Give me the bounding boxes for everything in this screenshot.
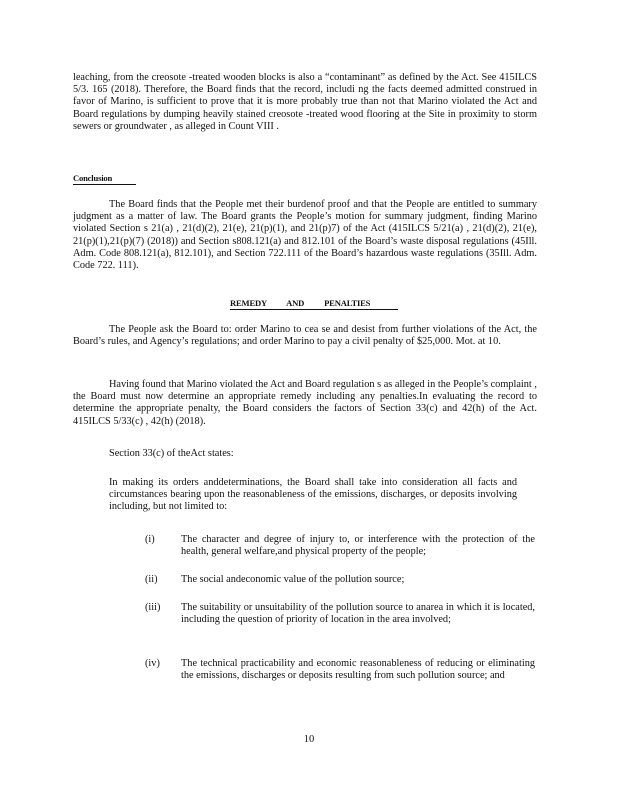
list-item-number: (i) [145, 534, 155, 545]
list-item-number: (ii) [145, 574, 158, 585]
list-item-text: The social andeconomic value of the pollution source; [181, 574, 405, 585]
paragraph-having-found: Having found that Marino violated the Act and Board regulation s as alleged in the People’s complaint , the Board must now determine an appropriate remedy including any penalties.In evaluating the record to determine the appropriate penalty, the Board considers the factors of Section 33(c) and 42(h) of the Act. 415ILCS 5/33(c) , 42(h) (2018). [73, 379, 537, 427]
list-item-text: The suitability or unsuitability of the pollution source to anarea in which it is located, including the question of priority of location in the area involved; [181, 602, 535, 626]
block-quote: In making its orders anddeterminations, the Board shall take into consideration all facts and circumstances bearing upon the reasonableness of the emissions, discharges, or deposits involving including, but not limited to: [109, 477, 517, 513]
paragraph-people-ask: The People ask the Board to: order Marino to cea se and desist from further violations of the Act, the Board’s rules, and Agency’s regulations; and order Marino to pay a civil penalty of $25,000. Mot. at 10. [73, 324, 537, 348]
list-item-number: (iv) [145, 658, 160, 669]
list-item-number: (iii) [145, 602, 161, 613]
page-number: 10 [303, 734, 315, 745]
list-item-text: The technical practicability and economic reasonableness of reducing or eliminating the emissions, discharges or deposits resulting from such pollution source; and [181, 658, 535, 682]
paragraph-section-33c: Section 33(c) of theAct states: [109, 448, 234, 459]
remedy-heading: REMEDY AND PENALTIES [230, 297, 398, 310]
paragraph-conclusion: The Board finds that the People met their burdenof proof and that the People are entitled to summary judgment as a matter of law. The Board grants the People’s motion for summary judgment, finding Marino violated Section s 21(a) , 21(d)(2), 21(e), 21(p)(1), and 21(p)7) of the Act (415ILCS 5/21(a) , 21(d)(2), 21(e), 21(p)(1),21(p)(7) (2018)) and Section s808.121(a) and 812.101 of the Board’s waste disposal regulations (45Ill. Adm. Code 808.121(a), 812.101), and Section 722.111 of the Board’s hazardous waste regulations (35Ill. Adm. Code 722. 111). [73, 199, 537, 272]
paragraph-leaching: leaching, from the creosote -treated wooden blocks is also a “contaminant” as defined by the Act. See 415ILCS 5/3. 165 (2018). Therefore, the Board finds that the record, includi ng the facts deemed admitted construed in favor of Marino, is sufficient to prove that it is more probably true than not that Marino violated the Act and Board regulations by dumping heavily stained creosote -treated wood flooring at the Site in proximity to storm sewers or groundwater , as alleged in Count VIII . [73, 72, 537, 132]
list-item-text: The character and degree of injury to, or interference with the protection of the health, general welfare,and physical property of the people; [181, 534, 535, 558]
conclusion-heading: Conclusion [73, 172, 136, 185]
